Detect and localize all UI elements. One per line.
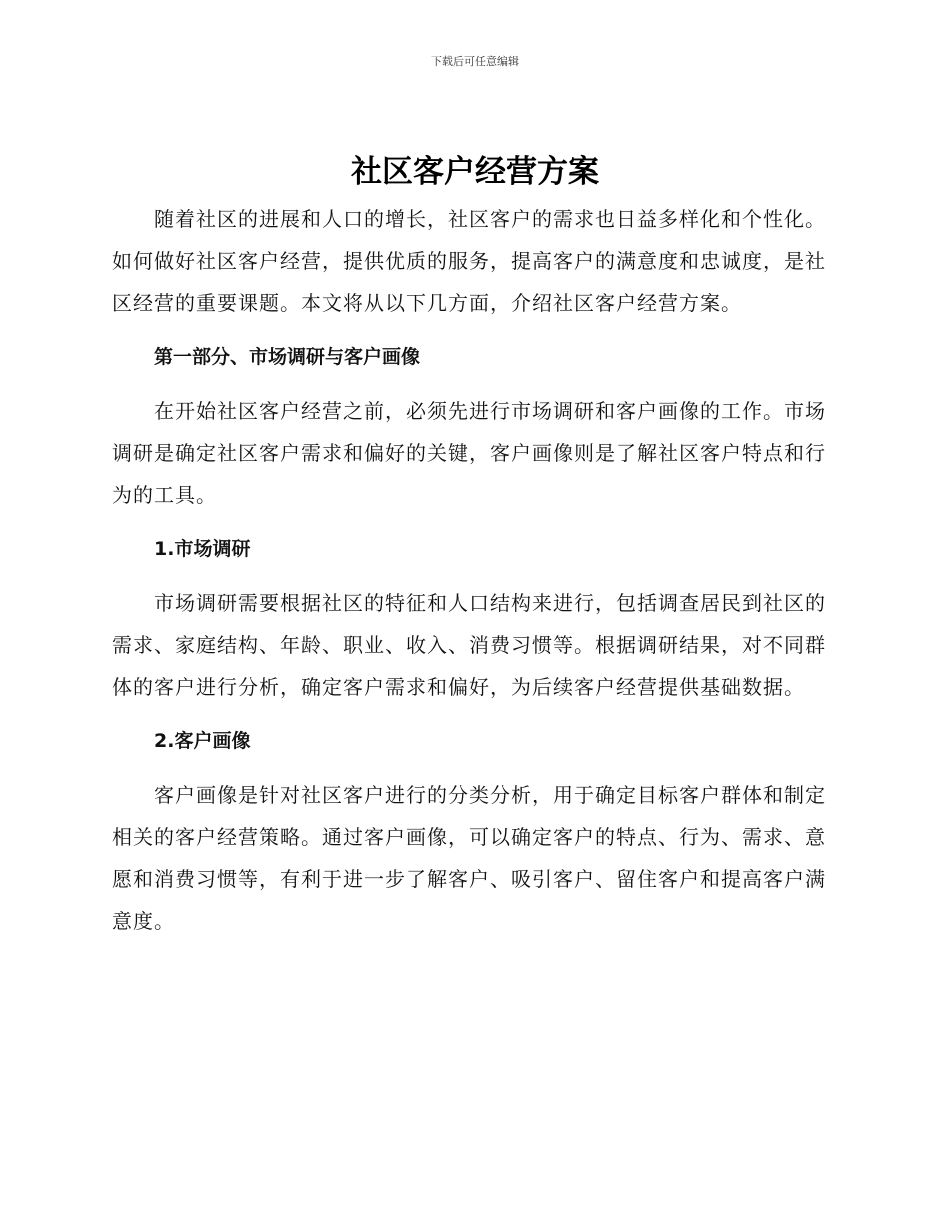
document-body bbox=[112, 198, 832, 954]
subsection1-paragraph: 市场调研需要根据社区的特征和人口结构来进行，包括调查居民到社区的需求、家庭结构、年龄、职业、收入、消费习惯等。根据调研结果，对不同群体的客户进行分析，确定客户需求和偏好，为后续客户经营提供基础数据。 bbox=[112, 591, 826, 699]
document-title: 社区客户经营方案 bbox=[351, 154, 599, 190]
intro-paragraph: 随着社区的进展和人口的增长，社区客户的需求也日益多样化和个性化。如何做好社区客户经营，提供优质的服务，提高客户的满意度和忠诚度，是社区经营的重要课题。本文将从以下几方面，介绍社区客户经营方案。 bbox=[112, 207, 826, 315]
subsection-heading-customer-portrait: 2.客户画像 bbox=[154, 730, 251, 752]
subsection2-paragraph: 客户画像是针对社区客户进行的分类分析，用于确定目标客户群体和制定相关的客户经营策略。通过客户画像，可以确定客户的特点、行为、需求、意愿和消费习惯等，有利于进一步了解客户、吸引客户、留住客户和提高客户满意度。 bbox=[112, 783, 826, 933]
section-heading-market-research-and-portrait: 第一部分、市场调研与客户画像 bbox=[154, 346, 421, 368]
page-header-note: 下载后可任意编辑 bbox=[431, 55, 519, 68]
section1-paragraph: 在开始社区客户经营之前，必须先进行市场调研和客户画像的工作。市场调研是确定社区客户需求和偏好的关键，客户画像则是了解社区客户特点和行为的工具。 bbox=[112, 399, 826, 507]
subsection-heading-market-research: 1.市场调研 bbox=[154, 538, 251, 560]
